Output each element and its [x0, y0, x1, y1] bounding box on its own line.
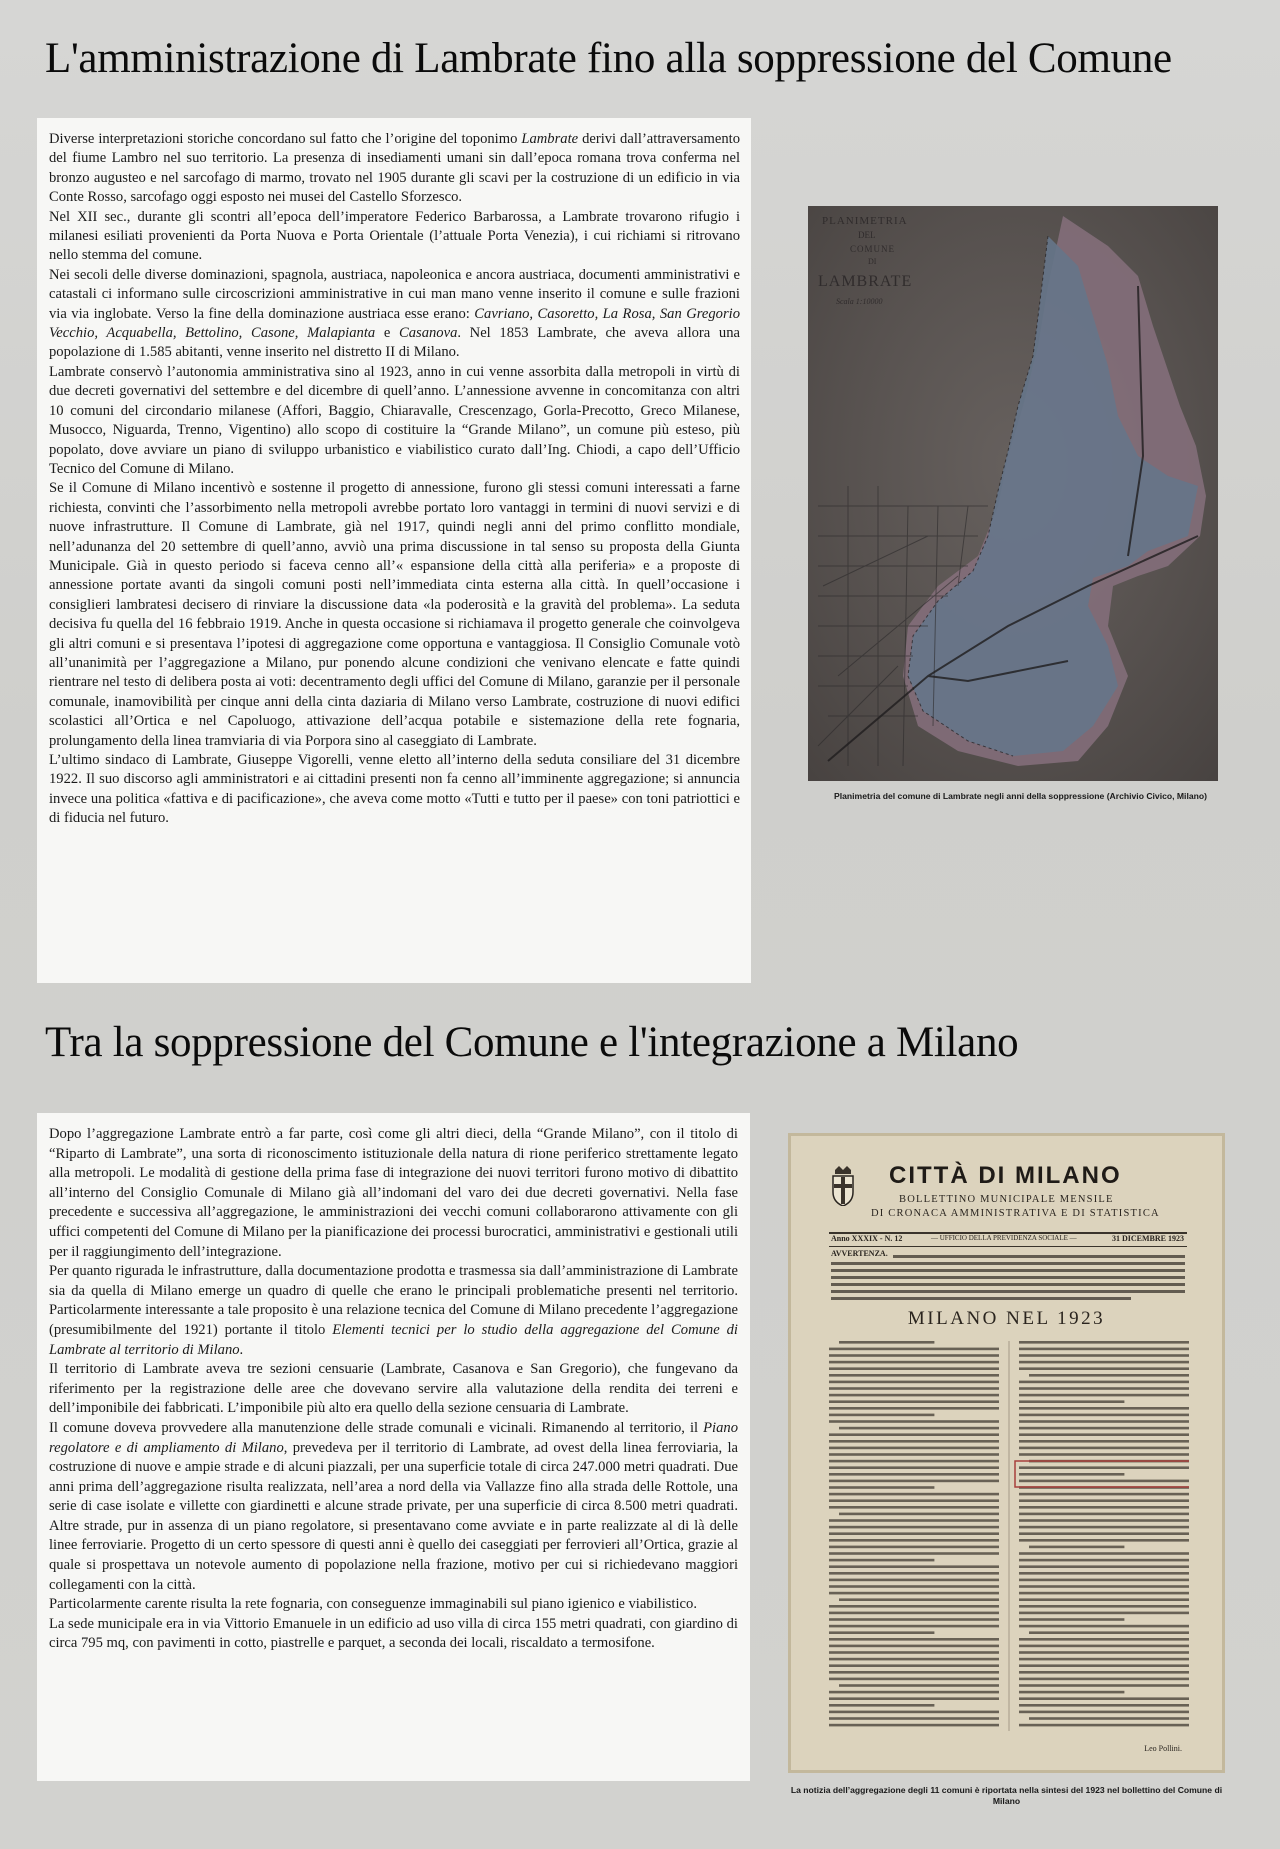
paragraph: Il comune doveva provvedere alla manutenzione delle strade comunali e vicinali. Rimanendo al territorio, il Piano regolatore e di ampliamento di Milano, prevedeva per il territorio di Lambrate, ad ovest della linea ferroviaria, la costruzione di nuove e ampie strade e di alcuni piazzali, per una superficie totale di circa 247.000 metri quadrati. Due anni prima dell’aggregazione risulta realizzata, nell’area a nord della via Vallazze fino alla strada delle Rottole, una serie di case isolate e villette con giardinetti e alcune strade private, per una superficie di circa 8.500 metri quadrati. Altre strade, pur in assenza di un piano regolatore, si presentavano come avviate e in parte realizzate al di là delle linee ferroviarie. Progetto di un certo spessore di questi anni è quello dei caseggiati per ferrovieri all’Ortica, grazie al quale si prospettava un notevole aumento di popolazione nella frazione, motivo per cui si richiedevano maggiori collegamenti con la città. — [49, 1419, 739, 1593]
map-caption: Planimetria del comune di Lambrate negli anni della soppressione (Archivio Civico, Milano) — [834, 791, 1207, 801]
map-name: LAMBRATE — [818, 273, 913, 290]
bulletin-notice-label: AVVERTENZA. — [831, 1249, 888, 1258]
map-title-line-3: COMUNE — [850, 244, 896, 254]
milan-crest-icon — [829, 1166, 857, 1206]
map-title-line-2: DEL — [858, 230, 876, 240]
paragraph: Il territorio di Lambrate aveva tre sezioni censuarie (Lambrate, Casanova e San Gregorio), che fungevano da riferimento per la registrazione delle aree che dovevano servire alla valutazione della rendita dei terreni e dell’imponibile dei fabbricati. L’imponibile più alto era quello della sezione censuaria di Lambrate. — [49, 1361, 738, 1417]
bulletin-image — [788, 1133, 1225, 1773]
bulletin-notice-text-lines — [831, 1249, 1187, 1309]
lambrate-map-image — [808, 206, 1218, 781]
bulletin-title: CITTÀ DI MILANO — [889, 1162, 1122, 1189]
bulletin-date: 31 DICEMBRE 1923 — [1111, 1234, 1184, 1243]
bulletin-headline: MILANO NEL 1923 — [907, 1308, 1106, 1329]
paragraph: Nei secoli delle diverse dominazioni, spagnola, austriaca, napoleonica e ancora austriaca, documenti amministrativi e catastali ci informano sulle circoscrizioni amministrative in cui man mano venne inserito il comune e sulle frazioni via via inglobate. Verso la fine della dominazione austriaca esse erano: Cavriano, Casoretto, La Rosa, San Gregorio Vecchio, Acquabella, Bettolino, Casone, Malapianta e Casanova. Nel 1853 Lambrate, che aveva allora una popolazione di 1.585 abitanti, venne inserito nel distretto II di Milano. — [49, 266, 740, 361]
section-1-title: L'amministrazione di Lambrate fino alla soppressione del Comune — [45, 35, 1172, 82]
bulletin-article-columns — [829, 1341, 1189, 1736]
bulletin-signature: Leo Pollini. — [1144, 1744, 1182, 1753]
paragraph: Se il Comune di Milano incentivò e sostenne il progetto di annessione, furono gli stessi comuni interessati a farne richiesta, convinti che l’assorbimento nella metropoli avrebbe portato loro vantaggi in termini di nuovi servizi e di nuove infrastrutture. Il Comune di Lambrate, già nel 1917, quindi negli anni del primo conflitto mondiale, nell’adunanza del 20 settembre di quell’anno, avviò una prima discussione in tal senso su proposta della Giunta Municipale. Già in questo periodo si faceva cenno all’« espansione della città alla periferia» e a proposte di annessione portate avanti da singoli comuni posti nell’immediata cinta esterna alla città. In quell’occasione i consiglieri lambratesi decisero di rinviare la discussione data «la poderosità e la gravità del problema». La seduta decisiva fu quella del 16 febbraio 1919. Anche in questa occasione si richiamava il progetto generale che coinvolgeva gli altri comuni e si presentava l’ipotesi di aggregazione come opportuna e vantaggiosa. Il Consiglio Comunale votò all’unanimità per l’aggregazione a Milano, pur ponendo alcune condizioni che venivano elencate e fatte quindi rientrare nel testo di delibera posta ai voti: decentramento degli uffici del Comune di Milano, garanzie per il personale comunale, inamovibilità per cinque anni della cinta daziaria di Milano verso Lambrate, costruzione di nuovi edifici scolastici all’Ortica e nel Capoluogo, attivazione dell’acqua potabile e sistemazione della rete fognaria, prolungamento della linea tramviaria di via Porpora sino al caseggiato di Lambrate. — [49, 480, 740, 749]
paragraph: Particolarmente carente risulta la rete fognaria, con conseguenze immaginabili sul piano igienico e viabilistico. — [49, 1596, 697, 1613]
bulletin-caption: La notizia dell’aggregazione degli 11 comuni è riportata nella sintesi del 1923 nel bollettino del Comune di Milano — [790, 1785, 1223, 1806]
paragraph: Dopo l’aggregazione Lambrate entrò a far parte, così come gli altri dieci, della “Grande Milano”, con il titolo di “Riparto di Lambrate”, una sorta di riconoscimento istituzionale della natura di rione periferico strettamente legato alla metropoli. Le modalità di gestione della prima fase di integrazione dei nuovi territori furono motivo di dibattito all’interno del Consiglio Comunale di Milano già all’indomani del varo dei due decreti governativi. Nella fase precedente e successiva all’aggregazione, le amministrazioni dei vecchi comuni collaborarono attivamente con gli uffici competenti del Comune di Milano per la pianificazione dei processi burocratici, amministrativi e gestionali utili per il raggiungimento dell’integrazione. — [49, 1126, 738, 1260]
paragraph: La sede municipale era in via Vittorio Emanuele in un edificio ad uso villa di circa 155 metri quadrati, con giardino di circa 795 mq, con pavimenti in cotto, piastrelle e parquet, a seconda dei locali, riscaldato a termosifone. — [49, 1615, 738, 1652]
bulletin-rule — [829, 1246, 1187, 1247]
section-1-text-panel — [37, 118, 751, 983]
map-title-line-4: DI — [868, 257, 877, 266]
bulletin-subtitle-2: DI CRONACA AMMINISTRATIVA E DI STATISTICA — [871, 1208, 1160, 1219]
paragraph: Per quanto rigurada le infrastrutture, dalla documentazione prodotta e trasmessa sia dall’amministrazione di Lambrate sia da quella di Milano emerge un quadro di quelle che erano le principali problematiche presenti nel territorio. Particolarmente interessante a tale proposito è una relazione tecnica del Comune di Milano precedente l’aggregazione (presumibilmente del 1921) portante il titolo Elementi tecnici per lo studio della aggregazione del Comune di Lambrate al territorio di Milano. — [49, 1263, 738, 1358]
paragraph: L’ultimo sindaco di Lambrate, Giuseppe Vigorelli, venne eletto all’interno della seduta consiliare del 31 dicembre 1922. Il suo discorso agli amministratori e ai cittadini presenti non fa cenno all’imminente aggregazione; si annuncia invece una politica «fattiva e di pacificazione», che aveva come motto «Tutti e tutto per il paese» con toni patriottici e di fiducia nel futuro. — [49, 752, 740, 827]
section-2-title: Tra la soppressione del Comune e l'integrazione a Milano — [45, 1019, 1019, 1066]
paragraph: Lambrate conservò l’autonomia amministrativa sino al 1923, anno in cui venne assorbita dalla metropoli in virtù di due decreti governativi del settembre e del dicembre di quell’anno. L’annessione avvenne in concomitanza con altri 10 comuni del circondario milanese (Affori, Baggio, Chiaravalle, Crescenzago, Gorla-Precotto, Greco Milanese, Musocco, Niguarda, Trenno, Vigentino) allo scopo di costituire la “Grande Milano”, un comune più esteso, più popolato, dove avviare un piano di sviluppo urbanistico e viabilistico curato dall’Ing. Chiodi, a capo dell’Ufficio Tecnico del Comune di Milano. — [49, 363, 740, 477]
paragraph: Diverse interpretazioni storiche concordano sul fatto che l’origine del toponimo Lambrate derivi dall’attraversamento del fiume Lambro nel suo territorio. La presenza di insediamenti umani sin dall’epoca romana trova conferma nel bronzo augusteo e nel sarcofago di marmo, trovato nel 1905 durante gli scavi per la costruzione di un edificio in via Conte Rosso, sarcofago oggi esposto nei musei del Castello Sforzesco. — [49, 131, 740, 206]
map-scale: Scala 1:10000 — [836, 297, 883, 306]
bulletin-issue: Anno XXXIX - N. 12 — [831, 1234, 903, 1243]
paragraph: Nel XII sec., durante gli scontri all’epoca dell’imperatore Federico Barbarossa, a Lambrate trovarono rifugio i milanesi esiliati provenienti da Porta Nuova e Porta Orientale (l’attuale Porta Venezia), i cui richiami si ritrovano nello stemma del comune. — [49, 208, 740, 264]
map-title-line-1: PLANIMETRIA — [822, 215, 908, 227]
bulletin-office: — UFFICIO DELLA PREVIDENZA SOCIALE — — [931, 1234, 1077, 1242]
section-2-text-panel — [37, 1113, 750, 1781]
bulletin-subtitle-1: BOLLETTINO MUNICIPALE MENSILE — [899, 1194, 1114, 1205]
